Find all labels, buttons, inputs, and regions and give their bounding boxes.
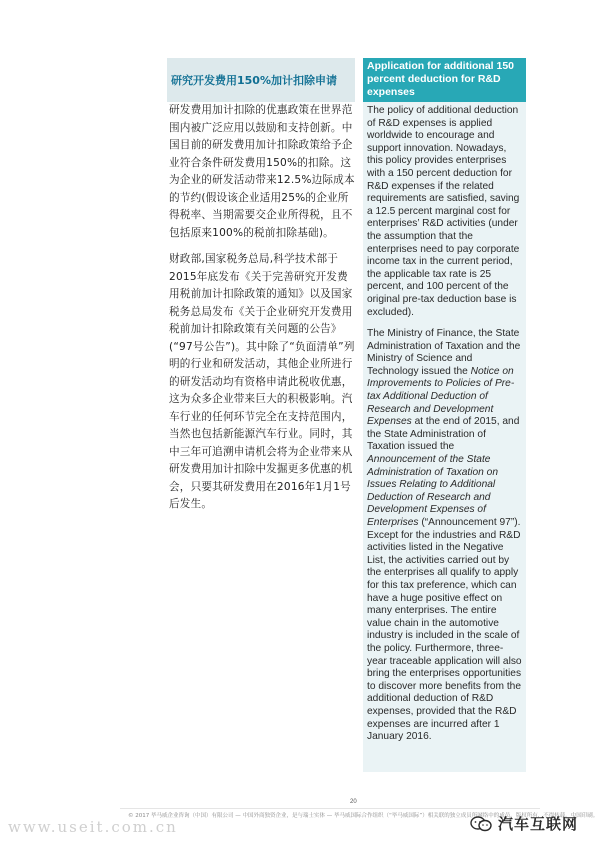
announcement-title: Announcement of the State Administration of Taxation on Issues Relating to Additional Deduction of Research and Development Expenses of Enterprises: [367, 454, 499, 528]
watermark-url: www.useit.com.cn: [8, 818, 178, 836]
english-paragraph-2: [367, 328, 522, 744]
english-header: Application for additional 150 percent deduction for R&D expenses: [363, 58, 526, 102]
chinese-body: [167, 102, 355, 514]
english-body: [363, 102, 526, 772]
chinese-paragraph-1: 研发费用加计扣除的优惠政策在世界范围内被广泛应用以鼓励和支持创新。中国目前的研发费用加计扣除政策给予企业符合条件研发费用150%的扣除。这为企业的研发活动带来12.5%边际成本的节约(假设该企业适用25%的企业所得税率、当期需要交企业所得税，且不包括原来100%的税前扣除基础)。: [169, 104, 355, 239]
page-number: 20: [350, 799, 357, 805]
english-column: [363, 58, 526, 772]
chinese-column: [167, 58, 355, 523]
footer-divider: [120, 808, 540, 809]
chinese-paragraph-2: 财政部,国家税务总局,科学技术部于2015年底发布《关于完善研究开发费用税前加计扣除政策的通知》以及国家税务总局发布《关于企业研究开发费用税前加计扣除政策有关问题的公告》(“97号公告”)。其中除了“负面清单”列明的行业和研发活动，其他企业所进行的研发活动均有资格申请此税收优惠，这为众多企业带来巨大的积极影响。汽车行业的任何环节完全在支持范围内，当然也包括新能源汽车行业。同时，其中三年可追溯申请机会将为企业带来从研发费用加计扣除中发掘更多优惠的机会，只要其研发费用在2016年1月1号后发生。: [169, 253, 355, 510]
watermark-brand: [470, 813, 578, 834]
footer-legal-text: © 2017 毕马威企业咨询（中国）有限公司 — 中国外商独资企业，是与瑞士实体 — 毕马威国际合作组织（“毕马威国际”）相关联的独立成员所网络中的成员。版权所有，不得转载。中国印刷。: [128, 813, 599, 819]
english-p2-text-1: The Ministry of Finance, the State Administration of Taxation and the Ministry of Science and Technology issued the: [367, 328, 521, 377]
chinese-header: 研究开发费用150%加计扣除申请: [167, 58, 355, 102]
wechat-icon: [470, 816, 492, 832]
notice-title: Notice on Improvements to Policies of Pre-tax Additional Deduction of Research and Development Expenses: [367, 365, 515, 428]
english-p2-text-2: at the end of 2015, and the State Administration of Taxation issued the: [367, 416, 520, 453]
watermark-brand-text: 汽车互联网: [498, 815, 579, 833]
english-paragraph-1: The policy of additional deduction of R&D expenses is applied worldwide to encourage and support innovation. Nowadays, this policy provides enterprises with a 150 percent deduction for R&D expenses if the related requirements are satisfied, saving a 12.5 percent marginal cost for enterprises’ R&D activities (under the assumption that the enterprises need to pay corporate income tax in the current period, the applicable tax rate is 25 percent, and 100 percent of the original pre-tax deduction base is excluded).: [367, 105, 520, 318]
english-p2-text-3: (“Announcement 97”). Except for the industries and R&D activities listed in the Negative List, the activities carried out by the enterprises all qualify to apply for this tax preference, which can have a huge positive effect on many enterprises. The entire value chain in the automotive industry is included in the scale of the policy. Furthermore, three-year traceable application will also bring the enterprises opportunities to discover more benefits from the additional deduction of R&D expenses, provided that the R&D expenses are incurred after 1 January 2016.: [367, 517, 522, 743]
